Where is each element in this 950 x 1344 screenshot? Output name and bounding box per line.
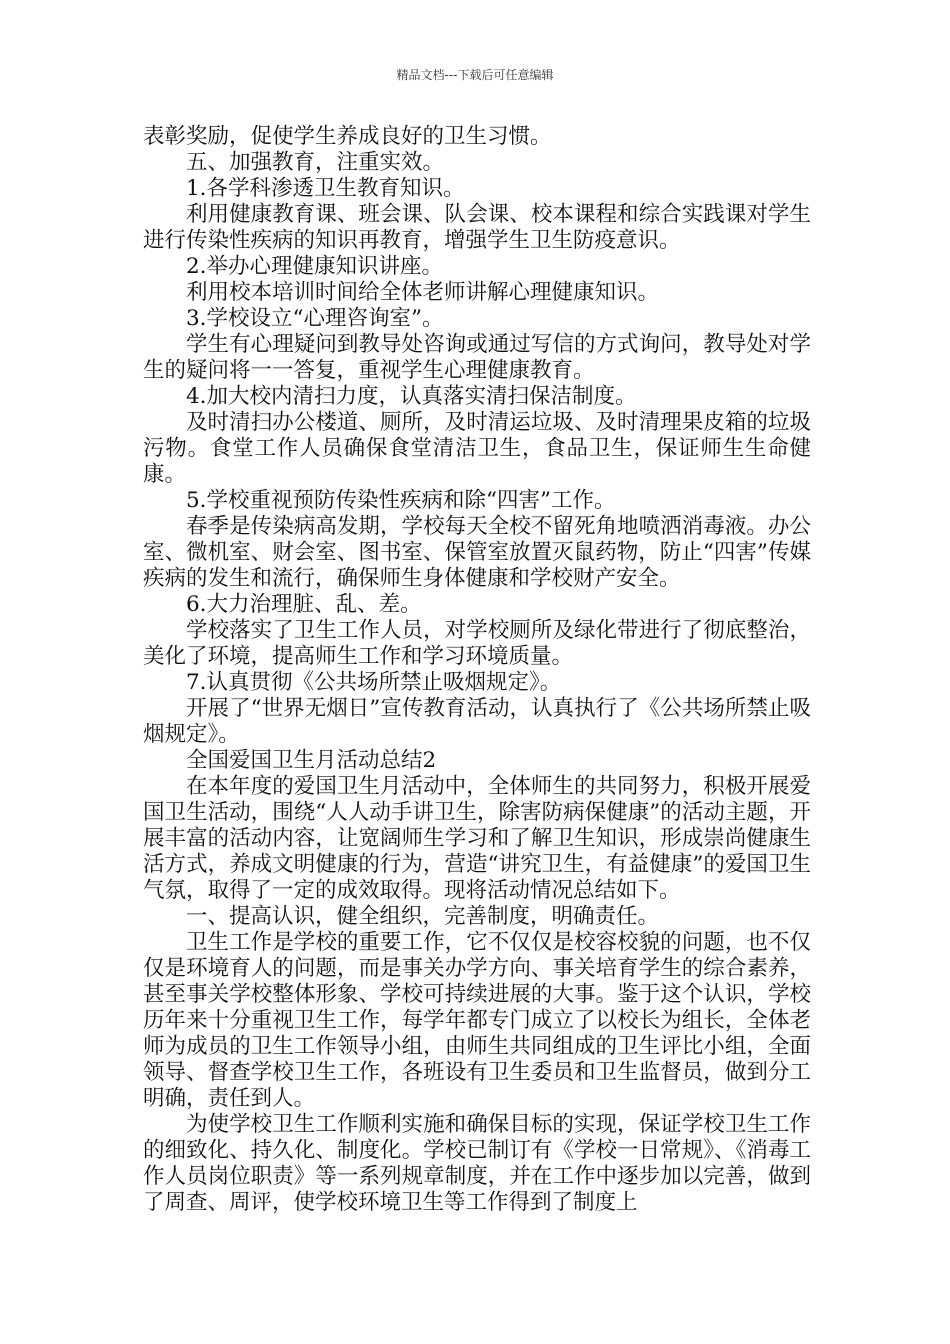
section-heading: 一、提高认识，健全组织，完善制度，明确责任。 — [186, 904, 660, 929]
paragraph: 及时清扫办公楼道、厕所，及时清运垃圾、及时清理果皮箱的垃圾污物。食堂工作人员确保食堂清洁卫生，食品卫生，保证师生生命健康。 — [143, 410, 811, 487]
page-header: 精品文档---下载后可任意编辑 — [396, 68, 554, 82]
list-item: 2.举办心理健康知识讲座。 — [186, 254, 444, 279]
paragraph: 表彰奖励，促使学生养成良好的卫生习惯。 — [143, 124, 552, 149]
paragraph: 卫生工作是学校的重要工作，它不仅仅是校容校貌的问题，也不仅仅是环境育人的问题，而是事关办学方向、事关培育学生的综合素养，甚至事关学校整体形象、学校可持续进展的大事。鉴于这个认识，学校历年来十分重视卫生工作，每学年都专门成立了以校长为组长，全体老师为成员的卫生工作领导小组，由师生共同组成的卫生评比小组，全面领导、督查学校卫生工作，各班设有卫生委员和卫生监督员，做到分工明确，责任到人。 — [143, 930, 811, 1111]
list-item: 1.各学科渗透卫生教育知识。 — [186, 176, 465, 201]
paragraph: 学生有心理疑问到教导处咨询或通过写信的方式询问，教导处对学生的疑问将一一答复，重视学生心理健康教育。 — [143, 332, 811, 383]
paragraph: 利用健康教育课、班会课、队会课、校本课程和综合实践课对学生进行传染性疾病的知识再教育，增强学生卫生防疫意识。 — [143, 202, 811, 253]
document-title: 全国爱国卫生月活动总结2 — [186, 748, 437, 773]
paragraph: 学校落实了卫生工作人员，对学校厕所及绿化带进行了彻底整治，美化了环境，提高师生工作和学习环境质量。 — [143, 618, 811, 669]
list-item: 6.大力治理脏、乱、差。 — [186, 592, 422, 617]
list-item: 4.加大校内清扫力度，认真落实清扫保洁制度。 — [186, 384, 637, 409]
paragraph: 春季是传染病高发期，学校每天全校不留死角地喷洒消毒液。办公室、微机室、财会室、图书室、保管室放置灭鼠药物，防止“四害”传媒疾病的发生和流行，确保师生身体健康和学校财产安全。 — [143, 514, 811, 591]
paragraph: 利用校本培训时间给全体老师讲解心理健康知识。 — [186, 280, 660, 305]
list-item: 7.认真贯彻《公共场所禁止吸烟规定》。 — [186, 670, 562, 695]
paragraph: 在本年度的爱国卫生月活动中，全体师生的共同努力，积极开展爱国卫生活动，围绕“人人动手讲卫生，除害防病保健康”的活动主题，开展丰富的活动内容，让宽阔师生学习和了解卫生知识，形成崇尚健康生活方式，养成文明健康的行为，营造“讲究卫生，有益健康”的爱国卫生气氛，取得了一定的成效取得。现将活动情况总结如下。 — [143, 774, 811, 903]
list-item: 3.学校设立“心理咨询室”。 — [186, 306, 444, 331]
paragraph: 开展了“世界无烟日”宣传教育活动，认真执行了《公共场所禁止吸烟规定》。 — [143, 696, 811, 747]
document-body — [143, 124, 811, 1216]
section-heading: 五、加强教育，注重实效。 — [186, 150, 445, 175]
paragraph: 为使学校卫生工作顺利实施和确保目标的实现，保证学校卫生工作的细致化、持久化、制度化。学校已制订有《学校一日常规》、《消毒工作人员岗位职责》等一系列规章制度，并在工作中逐步加以完善，做到了周查、周评，使学校环境卫生等工作得到了制度上 — [143, 1112, 811, 1215]
list-item: 5.学校重视预防传染性疾病和除“四害”工作。 — [186, 488, 616, 513]
